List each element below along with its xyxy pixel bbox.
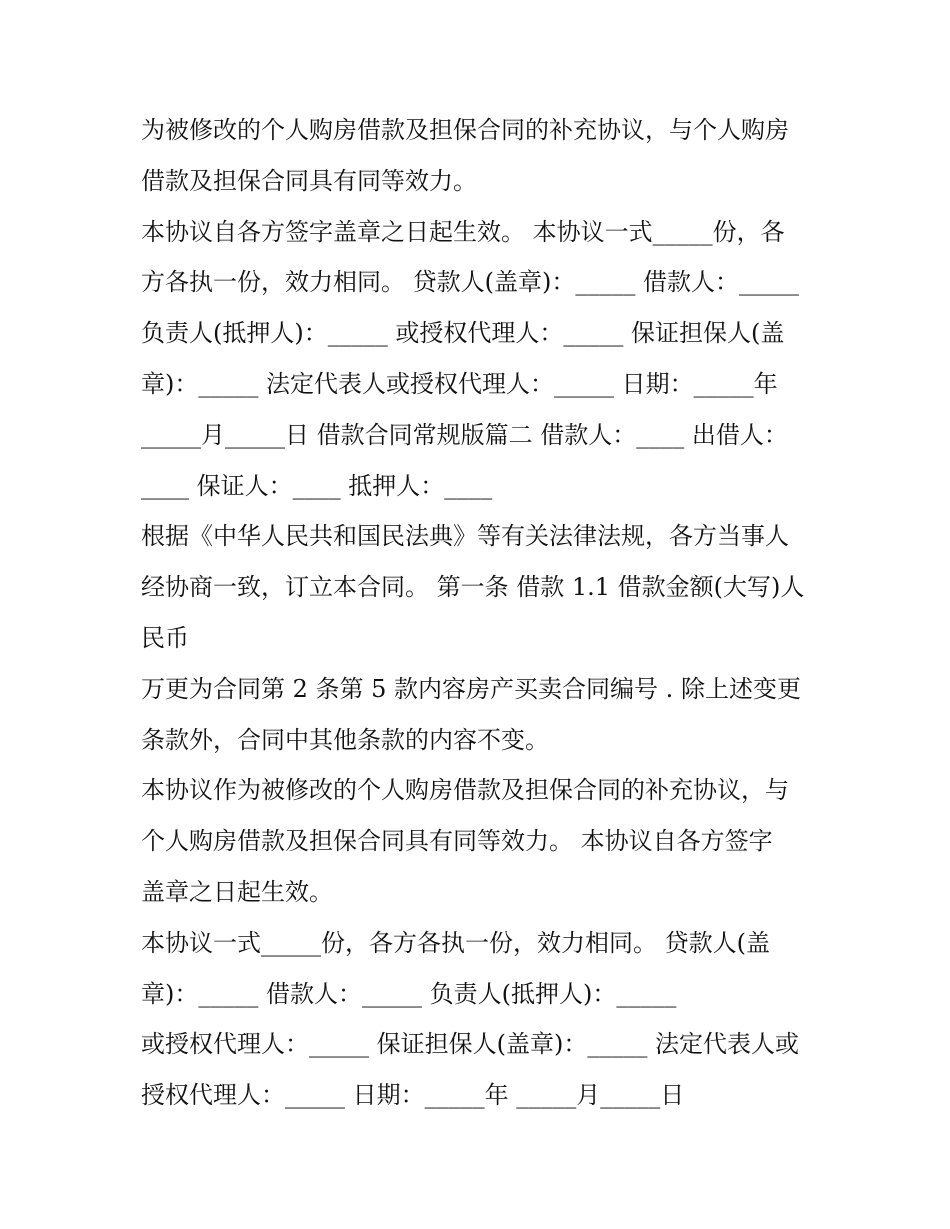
text-line-16: 盖章之日起生效。 (141, 877, 333, 906)
text-line-9: 根据《中华人民共和国民法典》等有关法律法规，各方当事人 (141, 522, 789, 551)
text-line-8: ____ 保证人：____ 抵押人：____ (141, 471, 493, 500)
text-line-15: 个人购房借款及担保合同具有同等效力。 本协议自各方签字 (141, 827, 773, 856)
text-line-10: 经协商一致，订立本合同。 第一条 借款 1.1 借款金额(大写)人 (141, 573, 805, 602)
text-line-6: 章)：_____ 法定代表人或授权代理人：_____ 日期：_____年 (141, 369, 778, 398)
text-line-11: 民币 (141, 623, 189, 652)
text-line-12: 万更为合同第 2 条第 5 款内容房产买卖合同编号 . 除上述变更 (141, 674, 801, 703)
text-line-5: 负责人(抵押人)：_____ 或授权代理人：_____ 保证担保人(盖 (141, 319, 785, 348)
text-line-3: 本协议自各方签字盖章之日起生效。 本协议一式_____份，各 (141, 217, 785, 246)
text-line-4: 方各执一份，效力相同。 贷款人(盖章)：_____ 借款人：_____ (141, 268, 799, 297)
text-line-2: 借款及担保合同具有同等效力。 (141, 166, 477, 195)
text-line-7: _____月_____日 借款合同常规版篇二 借款人：____ 出借人： (141, 420, 788, 449)
text-line-14: 本协议作为被修改的个人购房借款及担保合同的补充协议，与 (141, 776, 789, 805)
text-line-18: 章)：_____ 借款人：_____ 负责人(抵押人)：_____ (141, 979, 677, 1008)
text-line-13: 条款外，合同中其他条款的内容不变。 (141, 725, 549, 754)
text-line-17: 本协议一式_____份，各方各执一份，效力相同。 贷款人(盖 (141, 928, 770, 957)
text-line-20: 授权代理人：_____ 日期：_____年 _____月_____日 (141, 1081, 685, 1110)
text-line-19: 或授权代理人：_____ 保证担保人(盖章)：_____ 法定代表人或 (141, 1030, 799, 1059)
document-body (141, 105, 821, 1121)
text-line-1: 为被修改的个人购房借款及担保合同的补充协议，与个人购房 (141, 116, 789, 144)
